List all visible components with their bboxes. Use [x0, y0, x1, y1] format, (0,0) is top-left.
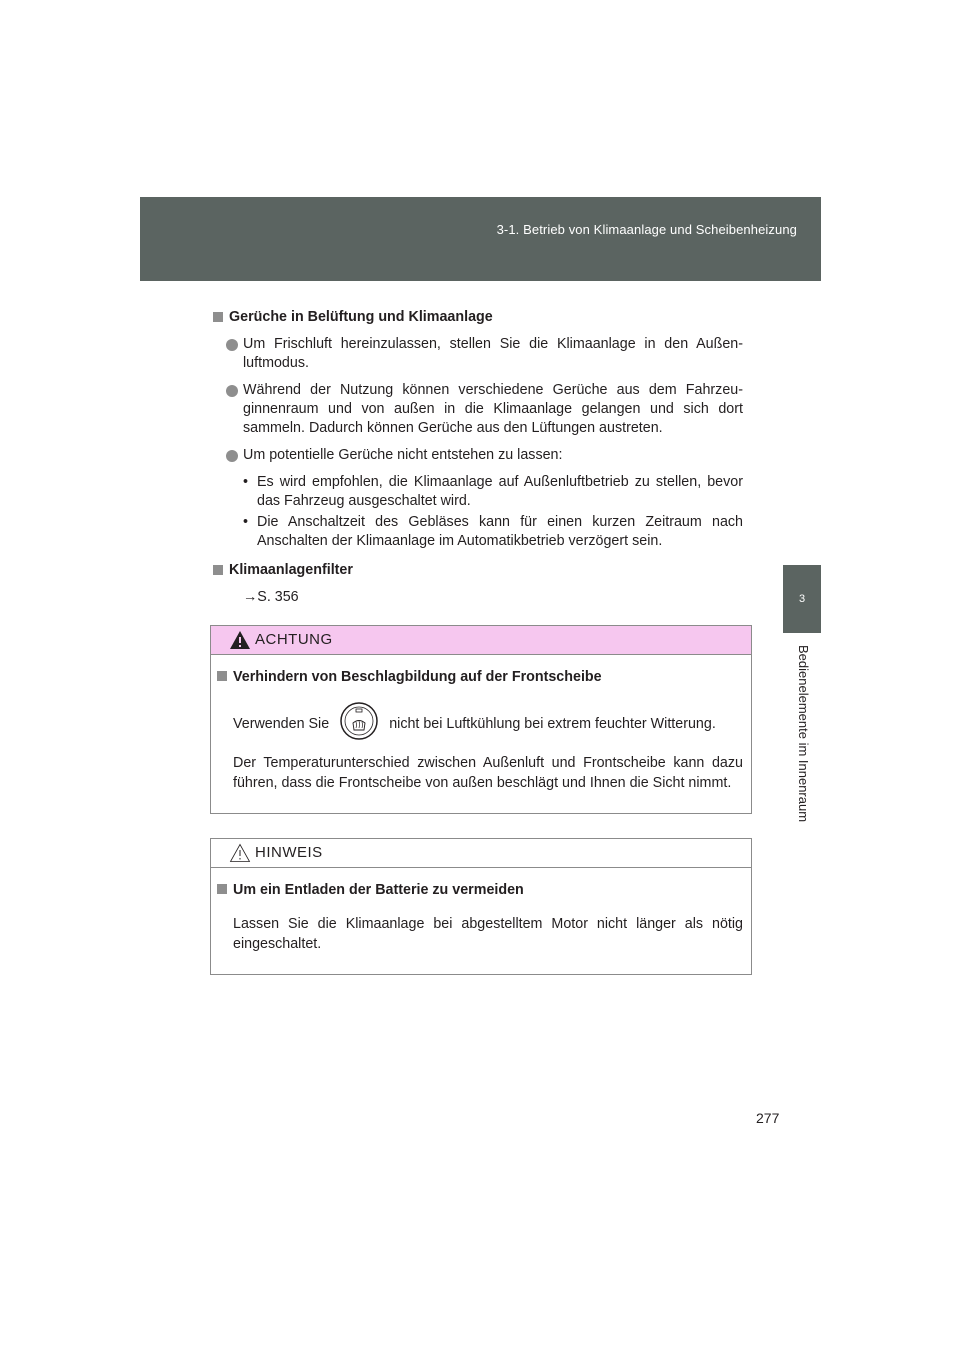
page-reference: →S. 356 [243, 589, 299, 605]
notice-heading: Um ein Entladen der Batterie zu vermeiden [217, 880, 743, 900]
warning-outline-icon [229, 843, 251, 863]
chapter-tab: 3 [783, 565, 821, 633]
caution-text-2: Der Temperaturunterschied zwischen Außenluft und Frontscheibe kann dazu führen, dass die Frontscheibe von außen beschlägt und Ihnen die Sicht nimmt. [233, 755, 743, 791]
caution-box [210, 625, 752, 814]
caution-header [211, 626, 751, 655]
chapter-title: 3-1. Betrieb von Klimaanlage und Scheibenheizung [496, 222, 797, 237]
notice-body [211, 868, 751, 974]
section-heading-odors: Gerüche in Belüftung und Klimaanlage [213, 308, 743, 327]
square-bullet-icon [217, 671, 227, 681]
list-item: Um Frischluft hereinzulassen, stellen Sie die Klimaanlage in den Außen-luftmodus. [213, 335, 743, 373]
caution-text: Verwenden Sie nicht bei Luftkühlung bei extrem feuchter Witterung. [233, 701, 743, 747]
sub-list-item: • Die Anschaltzeit des Gebläses kann für einen kurzen Zeitraum nach Anschalten der Klimaanlage im Automatikbetrieb verzögert sein. [243, 514, 743, 549]
square-bullet-icon [217, 884, 227, 894]
circle-bullet-icon [226, 339, 238, 351]
notice-box [210, 838, 752, 975]
small-bullet-icon: • [243, 514, 249, 530]
notice-label: HINWEIS [255, 844, 323, 861]
small-bullet-icon: • [243, 474, 249, 490]
circle-bullet-icon [226, 385, 238, 397]
caution-label: ACHTUNG [255, 631, 333, 648]
list-item: Während der Nutzung können verschiedene Gerüche aus dem Fahrzeu-ginnenraum und von außen in die Klimaanlage gelangen und sich dort sammeln. Dadurch können Gerüche aus den Lüftungen austreten. [213, 381, 743, 438]
caution-body [211, 655, 751, 813]
header-band [140, 197, 821, 281]
sub-list-item: • Es wird empfohlen, die Klimaanlage auf Außenluftbetrieb zu stellen, bevor das Fahrzeug ausgeschaltet wird. [243, 474, 743, 509]
square-bullet-icon [213, 565, 223, 575]
list-item: Um potentielle Gerüche nicht entstehen zu lassen: [213, 446, 743, 465]
warning-filled-icon [229, 630, 251, 650]
main-content [213, 308, 743, 607]
caution-heading: Verhindern von Beschlagbildung auf der Frontscheibe [217, 667, 743, 687]
square-bullet-icon [213, 312, 223, 322]
notice-header [211, 839, 751, 868]
circle-bullet-icon [226, 450, 238, 462]
section-heading-filter: Klimaanlagenfilter [213, 561, 743, 580]
chapter-side-label: Bedienelemente im Innenraum [796, 645, 811, 823]
windshield-defogger-icon [339, 701, 379, 747]
page-number: 277 [756, 1110, 780, 1126]
notice-text: Lassen Sie die Klimaanlage bei abgestelltem Motor nicht länger als nötig eingeschaltet. [233, 916, 743, 952]
